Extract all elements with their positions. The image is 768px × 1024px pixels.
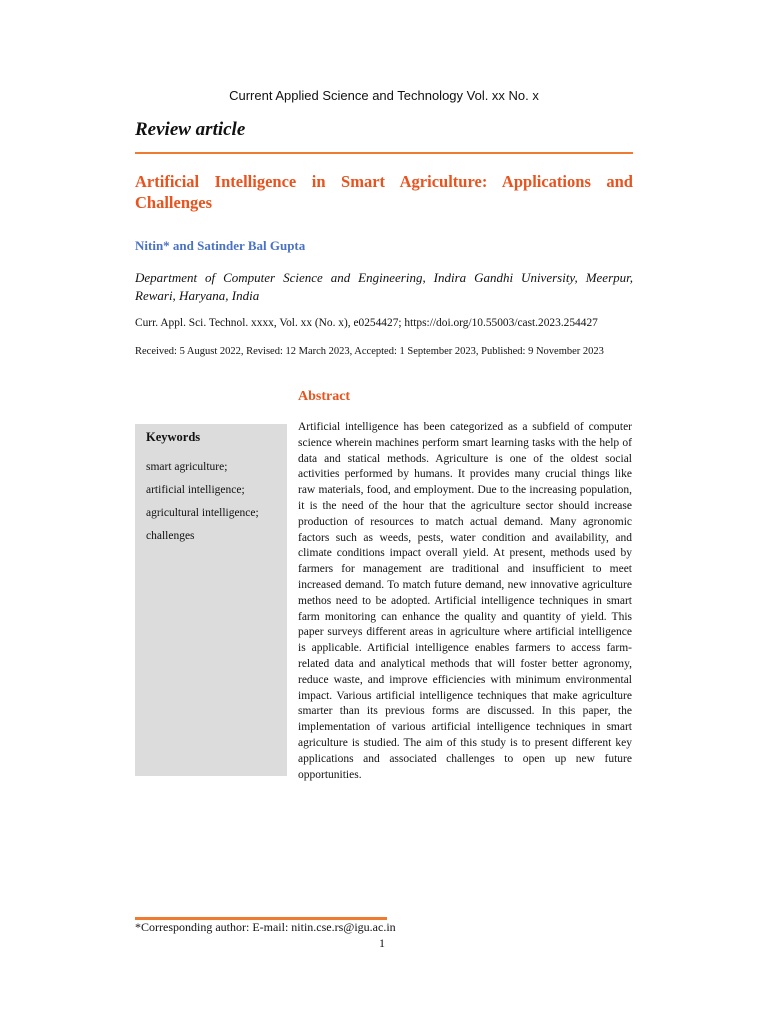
keyword-item: smart agriculture;: [146, 461, 228, 473]
author-affiliation: Department of Computer Science and Engineering, Indira Gandhi University, Meerpur, Rewari, Haryana, India: [135, 270, 633, 303]
article-authors[interactable]: Nitin* and Satinder Bal Gupta: [135, 238, 306, 253]
keyword-item: artificial intelligence;: [146, 484, 245, 496]
page-number: 1: [379, 936, 385, 950]
article-title: Artificial Intelligence in Smart Agriculture: Applications and Challenges: [135, 172, 633, 212]
citation-line[interactable]: Curr. Appl. Sci. Technol. xxxx, Vol. xx (No. x), e0254427; https://doi.org/10.55003/cast.2023.254427: [135, 317, 598, 329]
publication-dates: Received: 5 August 2022, Revised: 12 March 2023, Accepted: 1 September 2023, Published: 9 November 2023: [135, 346, 604, 357]
keywords-panel: [135, 424, 287, 776]
keyword-item: challenges: [146, 530, 195, 542]
header-divider: [135, 152, 633, 154]
keywords-title: Keywords: [146, 430, 201, 444]
abstract-heading: Abstract: [298, 389, 351, 404]
abstract-body: Artificial intelligence has been categorized as a subfield of computer science wherein machines perform smart learning tasks with the help of data and statical methods. Agriculture is one of the oldest social activities performed by humans. It provides many crucial things like raw materials, food, and employment. Due to the increasing population, it is the need of the hour that the agriculture sector should increase production of resources to match actual demand. Many agronomic factors such as weeds, pests, water condition and availability, and climate conditions impact overall yield. At present, methods used by farmers for management are traditional and insufficient to meet increased demand. To match future demand, new innovative agriculture methos need to be adopted. Artificial intelligence techniques in smart farm monitoring can enhance the quality and quantity of yield. This paper surveys different areas in agriculture where artificial intelligence is applicable. Artificial intelligence enables farmers to access farm-related data and analytical methods that will foster better agronomy, reduce waste, and improve efficiencies with minimum environmental impact. Various artificial intelligence techniques that make agriculture smarter than its previous forms are discussed. In this paper, the implementation of various artificial intelligence techniques in smart agriculture is studied. The aim of this study is to present different key applications and associated challenges to open up new future opportunities.: [298, 421, 632, 781]
journal-header: Current Applied Science and Technology Vol. xx No. x: [229, 88, 539, 103]
keyword-item: agricultural intelligence;: [146, 507, 259, 519]
article-type-label: Review article: [135, 119, 246, 140]
keywords-list: [146, 460, 259, 552]
corresponding-author-footnote: *Corresponding author: E-mail: nitin.cse.rs@igu.ac.in: [135, 920, 396, 934]
